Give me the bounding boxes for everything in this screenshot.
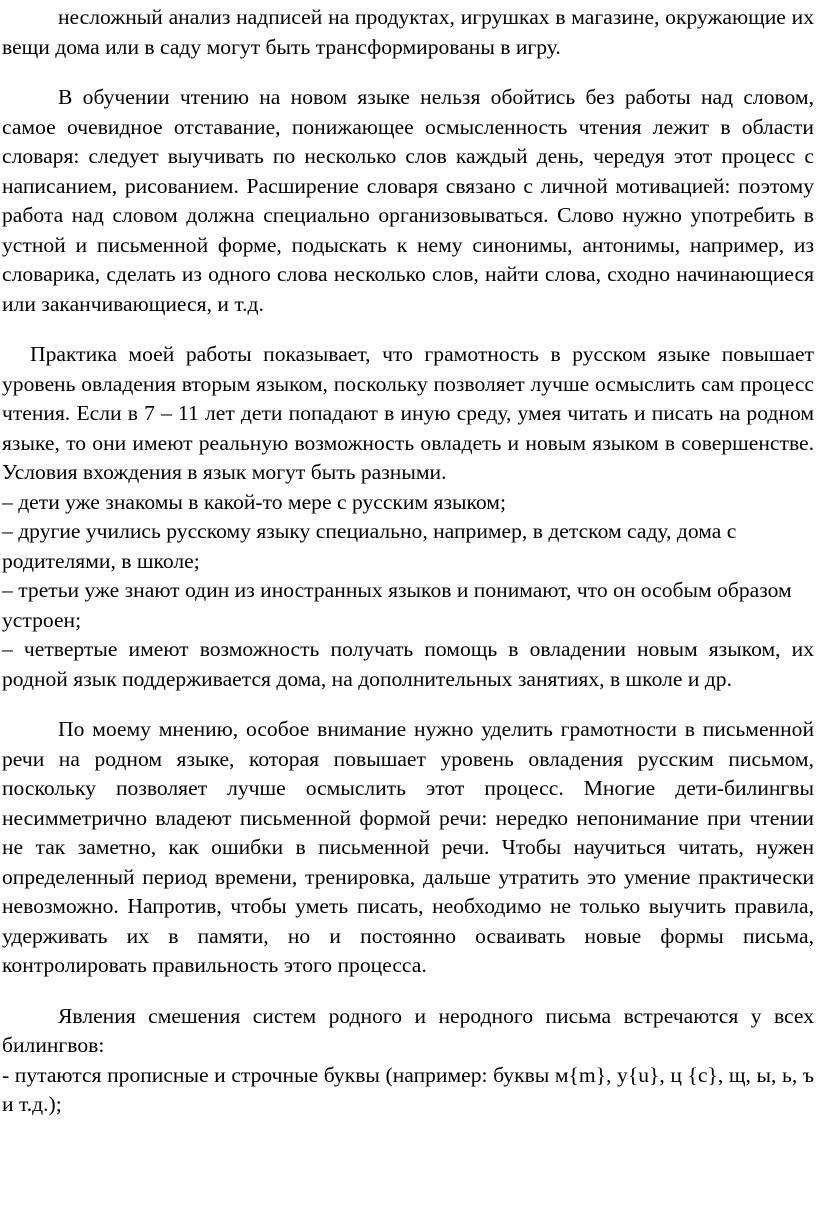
list-item-conditions-1: – дети уже знакомы в какой-то мере с русским языком; [2,489,506,514]
paragraph-written-literacy: По моему мнению, особое внимание нужно уделить грамотности в письменной речи на родном языке, которая повышает уровень овладения русским письмом, поскольку позволяет лучше осмыслить этот процесс. Многие дети-билингвы несимметрично владеют письменной формой речи: нередко непонимание при чтении не так заметно, как ошибки в письменной речи. Чтобы научиться читать, нужен определенный период времени, тренировка, дальше утратить это умение практически невозможно. Напротив, чтобы уметь писать, необходимо не только выучить правила, удерживать их в памяти, но и постоянно осваивать новые формы письма, контролировать правильность этого процесса. [2,717,814,977]
paragraph-mixing-phenomena: Явления смешения систем родного и неродного письма встречаются у всех билингвов: [2,1003,814,1057]
list-item-letter-confusion: - путаются прописные и строчные буквы (например: буквы м{m}, у{u}, ц {c}, щ, ы, ь, ъ и т.д.); [2,1062,814,1116]
list-item-conditions-2: – другие учились русскому языку специально, например, в детском саду, дома с родителями, в школе; [2,519,737,573]
paragraph-vocabulary: В обучении чтению на новом языке нельзя обойтись без работы над словом, самое очевидное отставание, понижающее осмысленность чтения лежит в области словаря: следует выучивать по несколько слов каждый день, чередуя этот процесс с написанием, рисованием. Расширение словаря связано с личной мотивацией: поэтому работа над словом должна специально организовываться. Слово нужно употребить в устной и письменной форме, подыскать к нему синонимы, антонимы, например, из словарика, сделать из одного слова несколько слов, найти слова, сходно начинающиеся или заканчивающиеся, и т.д. [2,85,814,316]
paragraph-continuation: несложный анализ надписей на продуктах, игрушках в магазине, окружающие их вещи дома или в саду могут быть трансформированы в игру. [2,5,814,59]
list-item-conditions-3: – третьи уже знают один из иностранных языков и понимают, что он особым образом устроен; [2,578,792,632]
list-item-conditions-4: – четвертые имеют возможность получать помощь в овладении новым языком, их родной язык поддерживается дома, на дополнительных занятиях, в школе и др. [2,637,814,691]
paragraph-literacy-practice: Практика моей работы показывает, что грамотность в русском языке повышает уровень овладения вторым языком, поскольку позволяет лучше осмыслить сам процесс чтения. Если в 7 – 11 лет дети попадают в иную среду, умея читать и писать на родном языке, то они имеют реальную возможность овладеть и новым языком в совершенстве. Условия вхождения в язык могут быть разными. [2,342,814,484]
